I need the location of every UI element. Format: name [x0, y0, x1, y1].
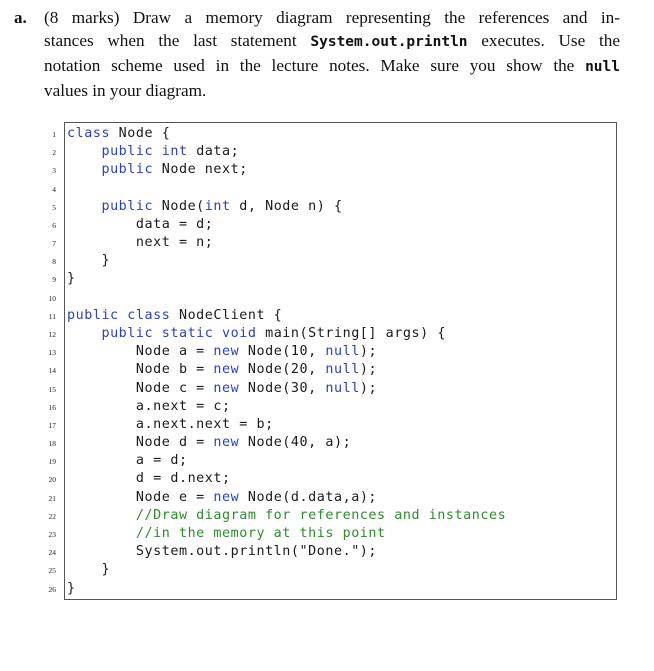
code-text: NodeClient {	[170, 307, 283, 323]
code-text: }	[67, 562, 111, 578]
code-text: Node(10,	[239, 344, 326, 360]
code-text: Node(20,	[239, 362, 326, 378]
line-number: 7	[52, 239, 56, 249]
question-text-segment: stances when the last statement	[44, 31, 311, 50]
code-comment: //in the memory at this point	[67, 525, 386, 541]
code-line	[67, 252, 110, 270]
code-line	[67, 234, 213, 252]
line-number: 18	[48, 439, 56, 449]
line-number: 23	[48, 529, 56, 539]
code-text: d, Node n) {	[230, 198, 343, 214]
code-text: Node(30,	[239, 380, 326, 396]
line-number: 17	[48, 420, 56, 430]
code-line	[67, 470, 231, 488]
code-text: Node next;	[153, 162, 248, 178]
code-text: a.next.next = b;	[67, 416, 274, 432]
code-keyword: int	[204, 198, 231, 214]
code-text: d = d.next;	[67, 471, 231, 487]
code-line	[67, 216, 213, 234]
code-text: Node c =	[67, 380, 214, 396]
code-text: a.next = c;	[67, 398, 231, 414]
code-text	[67, 199, 101, 214]
code-text: System.out.println("Done.");	[67, 544, 378, 560]
code-line	[67, 343, 377, 361]
code-line	[67, 580, 76, 598]
code-keyword: new	[213, 435, 240, 451]
question-line	[44, 29, 620, 54]
code-keyword: new	[213, 344, 240, 360]
code-keyword: new	[213, 362, 240, 378]
code-text: Node b =	[67, 362, 214, 378]
code-text: );	[359, 344, 378, 360]
code-keyword: new	[213, 489, 240, 505]
line-number: 11	[48, 311, 56, 321]
code-text	[67, 144, 101, 159]
code-line	[67, 416, 274, 434]
code-keyword: class	[67, 126, 111, 141]
code-keyword: public class	[67, 307, 171, 323]
code-text: a = d;	[67, 453, 188, 469]
line-number: 21	[48, 493, 56, 503]
code-text: data;	[187, 144, 240, 160]
line-number: 14	[48, 366, 56, 376]
code-text: Node e =	[67, 489, 214, 505]
question-line	[44, 79, 620, 102]
code-line	[67, 507, 506, 525]
line-number: 15	[48, 384, 56, 394]
code-text: }	[67, 253, 111, 269]
question-text-segment: (8 marks) Draw a memory diagram representing the references and in-	[44, 8, 620, 27]
code-line	[67, 270, 76, 288]
line-number: 1	[52, 130, 56, 139]
inline-code: null	[585, 59, 620, 75]
code-text	[67, 326, 101, 341]
code-text: Node(40, a);	[239, 435, 352, 451]
line-number: 12	[48, 329, 56, 339]
question-label: a.	[14, 8, 27, 27]
code-line	[67, 434, 351, 452]
code-line	[67, 125, 170, 143]
code-text: next = n;	[67, 235, 214, 251]
line-number: 19	[48, 457, 56, 467]
code-text: Node(	[153, 198, 205, 214]
code-line	[67, 561, 110, 579]
line-number: 20	[48, 475, 56, 485]
line-number: 5	[52, 202, 56, 212]
code-text: data = d;	[67, 216, 214, 232]
question-line	[44, 6, 620, 29]
line-number: 9	[52, 275, 56, 285]
question-text-segment: executes. Use the	[467, 31, 620, 50]
question-text-segment: notation scheme used in the lecture notes. Make sure you show the	[44, 56, 586, 75]
code-keyword: null	[325, 344, 360, 360]
code-line	[67, 361, 377, 379]
code-line	[67, 452, 188, 470]
code-comment: //Draw diagram for references and instances	[67, 507, 507, 523]
code-line	[67, 398, 231, 416]
line-number: 2	[52, 148, 56, 158]
code-text: Node d =	[67, 435, 214, 451]
inline-code: System.out.println	[310, 34, 468, 50]
code-line	[67, 380, 377, 398]
line-number: 8	[52, 257, 56, 267]
code-keyword: null	[325, 380, 360, 396]
line-number: 16	[48, 402, 56, 412]
code-keyword: public static void	[101, 325, 257, 341]
line-number: 3	[52, 166, 56, 176]
code-keyword: null	[325, 362, 360, 378]
code-line	[67, 489, 377, 507]
code-line	[67, 543, 377, 561]
question-text	[44, 6, 620, 102]
code-line	[67, 161, 248, 179]
line-number: 6	[52, 220, 56, 230]
code-line	[67, 143, 239, 161]
code-line	[67, 307, 282, 325]
line-number: 25	[48, 566, 56, 576]
question-line	[44, 54, 620, 79]
code-text: );	[359, 380, 378, 396]
code-text: Node {	[110, 126, 171, 141]
code-keyword: new	[213, 380, 240, 396]
code-line	[67, 198, 343, 216]
line-number: 4	[52, 184, 56, 194]
code-keyword: public	[101, 162, 154, 178]
code-text: );	[359, 362, 378, 378]
code-line	[67, 325, 446, 343]
line-number: 22	[48, 511, 56, 521]
code-keyword: public int	[101, 144, 188, 160]
code-text: }	[67, 580, 76, 596]
code-text: Node(d.data,a);	[239, 489, 378, 505]
line-number: 24	[48, 548, 56, 558]
line-number: 10	[48, 293, 56, 303]
code-text	[67, 162, 101, 177]
line-number: 26	[48, 584, 56, 594]
code-text: }	[67, 271, 76, 287]
code-keyword: public	[101, 198, 154, 214]
line-number: 13	[48, 348, 56, 358]
code-line	[67, 525, 386, 543]
question-text-segment: values in your diagram.	[44, 81, 207, 100]
code-text: main(String[] args) {	[256, 325, 446, 341]
code-text: Node a =	[67, 344, 214, 360]
